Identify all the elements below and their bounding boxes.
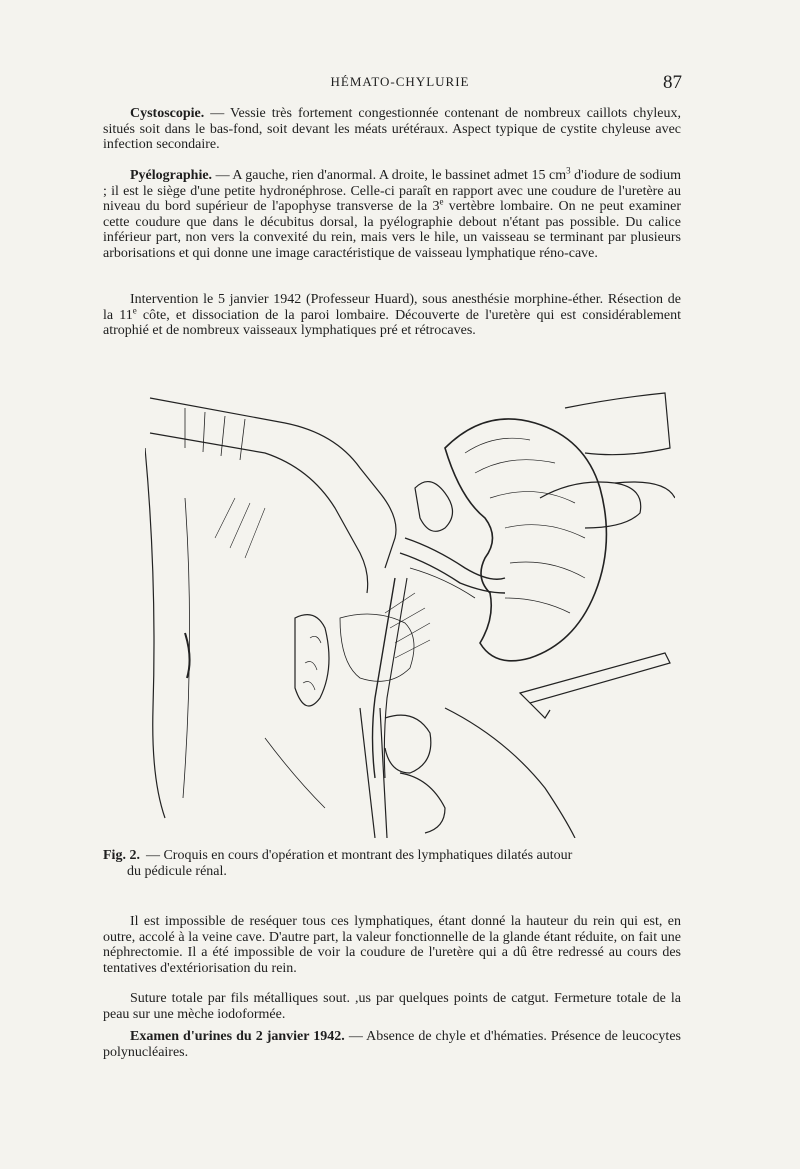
paragraph-urines [103, 1029, 681, 1060]
figure-caption [103, 848, 681, 880]
page-number: 87 [663, 72, 682, 93]
paragraph-lead: Examen d'urines du 2 janvier 1942. [130, 1029, 345, 1044]
paragraph-text: Il est impossible de reséquer tous ces lymphatiques, étant donné la hauteur du rein qui est, en outre, accolé à la veine cave. D'autre part, la valeur fonctionnelle de la glande étant réduite, on fait une néphrectomie. Il a été impossible de voir la coudure de l'uretère qui a dû être redressé au cours des tentatives d'extériorisation du rein. [103, 914, 681, 976]
paragraph-suture [103, 991, 681, 1022]
paragraph-pyelographie [103, 165, 682, 262]
surgical-sketch-figure [145, 378, 675, 838]
superscript: e [132, 304, 137, 315]
paragraph-cystoscopie [103, 106, 681, 153]
paragraph-text: d'iodure de sodium ; il est le siège d'une petite hydronéphrose. Celle-ci paraît en rapport avec une coudure de l'uretère au niveau du bord supérieur de l'apophyse transverse de la 3 [103, 168, 681, 215]
paragraph-nephrectomie [103, 914, 681, 976]
paragraph-intervention [103, 292, 681, 339]
paragraph-text: vertèbre lombaire. On ne peut examiner cette coudure que dans le décubitus dorsal, la pyélographie debout n'étant pas possible. Du calice inférieur part, non vers la convexité du rein, mais vers le hile, un vaisseau se terminant par plusieurs arborisations et qui donne une image caractéristique de vaisseau lymphatique réno-cave. [103, 199, 682, 261]
paragraph-text: côte, et dissociation de la paroi lombaire. Découverte de l'uretère qui est considérablement atrophié et de nombreux vaisseaux lymphatiques pré et rétrocaves. [103, 307, 681, 339]
paragraph-text: Intervention le 5 janvier 1942 (Professeur Huard), sous anesthésie morphine-éther. Résection de la 11 [103, 292, 681, 323]
figure-label: Fig. 2. [103, 848, 140, 863]
paragraph-text: — A gauche, rien d'anormal. A droite, le bassinet admet 15 cm [212, 168, 567, 183]
superscript: 3 [566, 165, 571, 176]
paragraph-lead: Cystoscopie. [130, 106, 205, 121]
caption-text: — Croquis en cours d'opération et montrant des lymphatiques dilatés autour [145, 848, 573, 863]
caption-text: du pédicule rénal. [127, 864, 227, 879]
paragraph-text: Suture totale par fils métalliques sout. ,us par quelques points de catgut. Fermeture totale de la peau sur une mèche iodoformée. [103, 991, 681, 1022]
paragraph-text: — Vessie très fortement congestionnée contenant de nombreux caillots chyleux, situés soit dans le bas-fond, soit devant les méats urétéraux. Aspect typique de cystite chyleuse avec infection secondaire. [103, 106, 681, 153]
paragraph-text: — Absence de chyle et d'hématies. Présence de leucocytes polynucléaires. [103, 1029, 681, 1060]
running-title: HÉMATO-CHYLURIE [330, 74, 470, 89]
paragraph-lead: Pyélographie. [130, 168, 213, 183]
superscript: e [439, 196, 444, 207]
